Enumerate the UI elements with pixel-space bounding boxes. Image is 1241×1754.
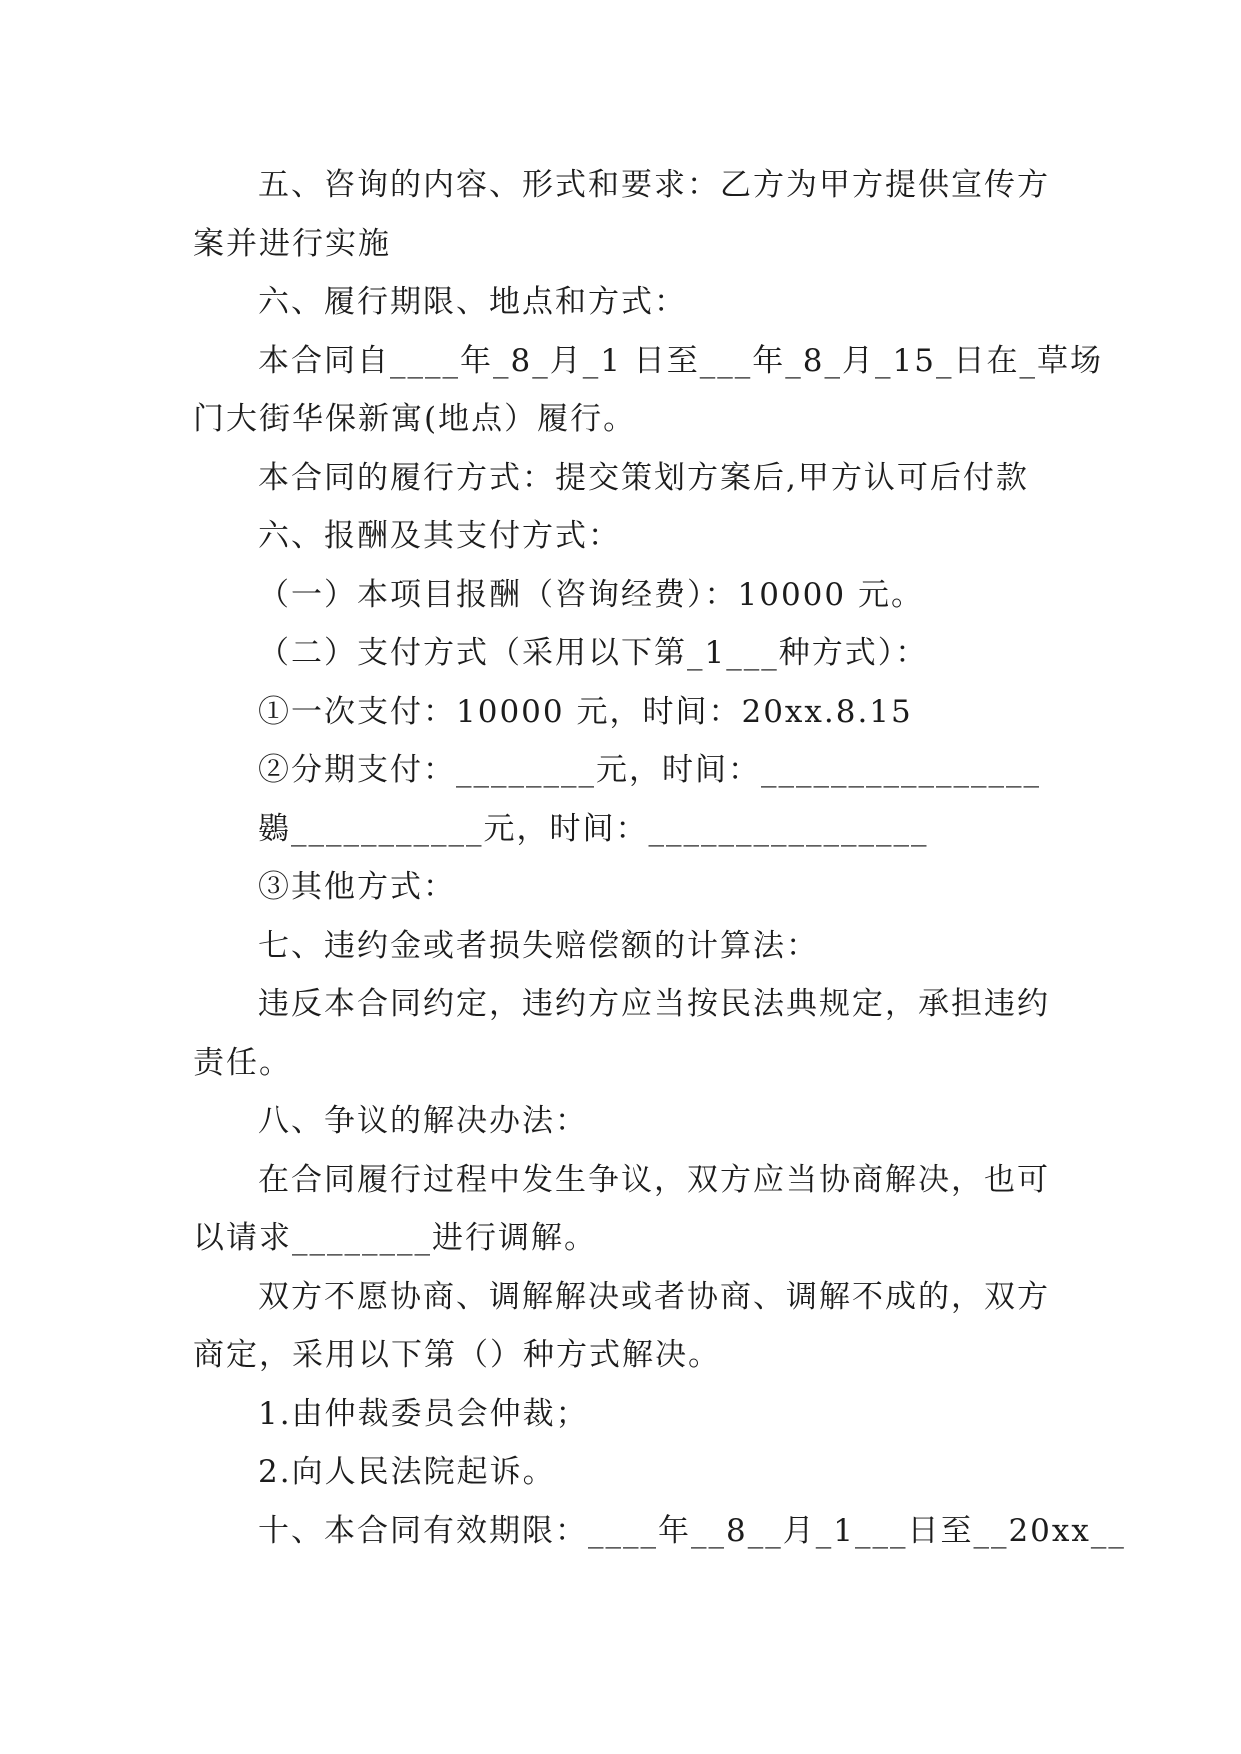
paragraph-continuation-line: 案并进行实施 xyxy=(193,225,391,262)
paragraph-first-line: 1.由仲裁委员会仲裁； xyxy=(258,1395,589,1432)
dispute-option-arbitration xyxy=(193,1385,1241,1444)
paragraph-first-line: 六、履行期限、地点和方式： xyxy=(258,284,687,320)
paragraph-continuation-line: 责任。 xyxy=(193,1044,292,1081)
paragraph-first-line: 本合同的履行方式：提交策划方案后,甲方认可后付款 xyxy=(258,459,1029,496)
clause-10-validity-period xyxy=(193,1502,1241,1561)
performance-period-text xyxy=(193,332,1241,449)
performance-method-text xyxy=(193,449,1241,508)
paragraph-first-line: 十、本合同有效期限：____年__8__月_1___日至__20xx__ xyxy=(258,1512,1126,1549)
paragraph-first-line: （一）本项目报酬（咨询经费）：10000 元。 xyxy=(258,576,924,613)
payment-option-installment xyxy=(193,741,1241,800)
clause-5-consulting-content xyxy=(193,156,1241,273)
paragraph-first-line: 双方不愿协商、调解解决或者协商、调解不成的，双方 xyxy=(258,1278,1050,1315)
payment-option-lump-sum xyxy=(193,683,1241,742)
paragraph-first-line: （二）支付方式（采用以下第_1___种方式）： xyxy=(258,635,929,671)
payment-item-1-fee xyxy=(193,566,1241,625)
clause-7-penalty-heading xyxy=(193,917,1241,976)
paragraph-first-line: ②分期支付：________元，时间：________________ xyxy=(258,752,1041,788)
paragraph-first-line: 五、咨询的内容、形式和要求：乙方为甲方提供宣传方 xyxy=(258,167,1050,203)
payment-option-installment-continued xyxy=(193,800,1241,859)
dispute-resolution-choice-text xyxy=(193,1268,1241,1385)
paragraph-first-line: 六、报酬及其支付方式： xyxy=(258,518,621,554)
paragraph-first-line: ③其他方式： xyxy=(258,869,456,905)
paragraph-first-line: 2.向人民法院起诉。 xyxy=(258,1454,556,1490)
paragraph-first-line: 违反本合同约定，违约方应当按民法典规定，承担违约 xyxy=(258,986,1050,1022)
paragraph-first-line: 在合同履行过程中发生争议，双方应当协商解决，也可 xyxy=(258,1161,1050,1198)
paragraph-continuation-line: 以请求________进行调解。 xyxy=(193,1220,597,1256)
paragraph-first-line: 鷃___________元，时间：________________ xyxy=(258,810,929,847)
dispute-negotiation-text xyxy=(193,1151,1241,1268)
paragraph-first-line: 八、争议的解决办法： xyxy=(258,1103,588,1139)
dispute-option-litigation xyxy=(193,1443,1241,1502)
payment-option-other xyxy=(193,858,1241,917)
paragraph-first-line: 七、违约金或者损失赔偿额的计算法： xyxy=(258,927,819,964)
paragraph-continuation-line: 商定，采用以下第（）种方式解决。 xyxy=(193,1337,721,1373)
paragraph-first-line: 本合同自____年_8_月_1 日至___年_8_月_15_日在_草场 xyxy=(258,342,1103,379)
paragraph-continuation-line: 门大街华保新寓(地点）履行。 xyxy=(193,401,637,437)
penalty-text xyxy=(193,975,1241,1092)
payment-item-2-method xyxy=(193,624,1241,683)
clause-8-dispute-heading xyxy=(193,1092,1241,1151)
clause-6-payment-heading xyxy=(193,507,1241,566)
paragraph-first-line: ①一次支付：10000 元，时间：20xx.8.15 xyxy=(258,693,913,730)
clause-6-performance-heading xyxy=(193,273,1241,332)
